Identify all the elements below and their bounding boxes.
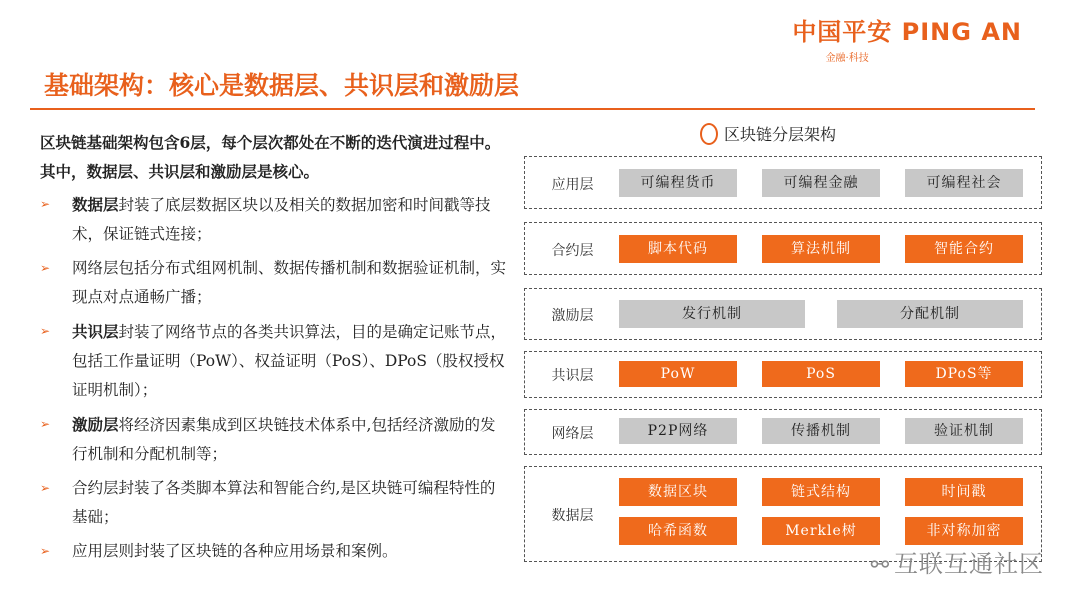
watermark-text: 互联互通社区 <box>894 550 1044 578</box>
bullet-text: 封装了网络节点的各类共识算法，目的是确定记账节点，包括工作量证明（PoW）、权益证明（PoS）、DPoS（股权授权证明机制）； <box>72 323 507 399</box>
layer-label: 应用层 <box>551 177 594 193</box>
box-merkle-tree: Merkle树 <box>762 517 880 545</box>
layer-contract <box>524 222 1042 275</box>
box-distribution-mechanism: 分配机制 <box>837 300 1023 328</box>
arrow-bullet-icon: ➢ <box>40 417 51 431</box>
box-pow: PoW <box>619 361 737 387</box>
arrow-bullet-icon: ➢ <box>40 261 51 275</box>
arrow-bullet-icon: ➢ <box>40 197 51 211</box>
layer-label: 网络层 <box>551 426 594 442</box>
bullet-network-layer <box>40 254 508 312</box>
bullet-text: 将经济因素集成到区块链技术体系中,包括经济激励的发行机制和分配机制等； <box>72 416 496 463</box>
box-script-code: 脚本代码 <box>619 235 737 263</box>
bullet-bold: 激励层 <box>72 415 119 434</box>
box-programmable-society: 可编程社会 <box>905 169 1023 197</box>
box-chain-structure: 链式结构 <box>762 478 880 506</box>
box-smart-contract: 智能合约 <box>905 235 1023 263</box>
bullet-data-layer <box>40 190 508 249</box>
box-timestamp: 时间戳 <box>905 478 1023 506</box>
bullet-incentive-layer <box>40 410 508 469</box>
slide-title: 基础架构：核心是数据层、共识层和激励层 <box>44 71 520 100</box>
watermark <box>871 544 1044 579</box>
box-pos: PoS <box>762 361 880 387</box>
diagram-title-text: 区块链分层架构 <box>724 125 837 144</box>
box-verification-mechanism: 验证机制 <box>905 418 1023 444</box>
box-hash-function: 哈希函数 <box>619 517 737 545</box>
box-propagation-mechanism: 传播机制 <box>762 418 880 444</box>
logo-tagline: 金融·科技 <box>825 53 869 64</box>
bullet-text: 封装了底层数据区块以及相关的数据加密和时间戳等技术，保证链式连接； <box>72 196 491 243</box>
title-divider <box>30 108 1035 110</box>
bullet-application-layer <box>40 537 508 566</box>
logo-text: 中国平安 PING AN <box>792 18 1022 46</box>
box-dpos: DPoS等 <box>905 361 1023 387</box>
bullet-text: 网络层包括分布式组网机制、数据传播机制和数据验证机制，实现点对点通畅广播； <box>72 259 507 306</box>
box-programmable-finance: 可编程金融 <box>762 169 880 197</box>
bullet-text: 合约层封装了各类脚本算法和智能合约,是区块链可编程特性的基础； <box>72 479 496 526</box>
bullet-bold: 共识层 <box>72 322 119 341</box>
layer-incentive <box>524 288 1042 340</box>
box-asymmetric-encryption: 非对称加密 <box>905 517 1023 545</box>
layer-network <box>524 409 1042 455</box>
box-data-block: 数据区块 <box>619 478 737 506</box>
layer-label: 激励层 <box>551 308 594 324</box>
intro-paragraph: 区块链基础架构包含6层，每个层次都处在不断的迭代演进过程中。其中，数据层、共识层和激励层是核心。 <box>40 133 501 181</box>
box-algorithm-mechanism: 算法机制 <box>762 235 880 263</box>
diagram-title <box>700 122 836 147</box>
layer-label: 合约层 <box>551 243 594 259</box>
arrow-bullet-icon: ➢ <box>40 481 51 495</box>
pingan-logo <box>792 12 1022 64</box>
layer-label: 共识层 <box>551 368 594 384</box>
bullet-bold: 数据层 <box>72 195 119 214</box>
bullet-contract-layer <box>40 474 508 532</box>
box-issuance-mechanism: 发行机制 <box>619 300 805 328</box>
layer-consensus <box>524 351 1042 398</box>
arrow-bullet-icon: ➢ <box>40 324 51 338</box>
bullet-consensus-layer <box>40 317 508 405</box>
description-panel <box>40 128 508 571</box>
layer-application <box>524 156 1042 209</box>
layer-label: 数据层 <box>551 508 594 524</box>
box-programmable-currency: 可编程货币 <box>619 169 737 197</box>
circle-icon <box>700 123 718 145</box>
bullet-text: 应用层则封装了区块链的各种应用场景和案例。 <box>72 542 398 560</box>
arrow-bullet-icon: ➢ <box>40 544 51 558</box>
box-p2p-network: P2P网络 <box>619 418 737 444</box>
wechat-icon: ⚯ <box>870 553 890 578</box>
